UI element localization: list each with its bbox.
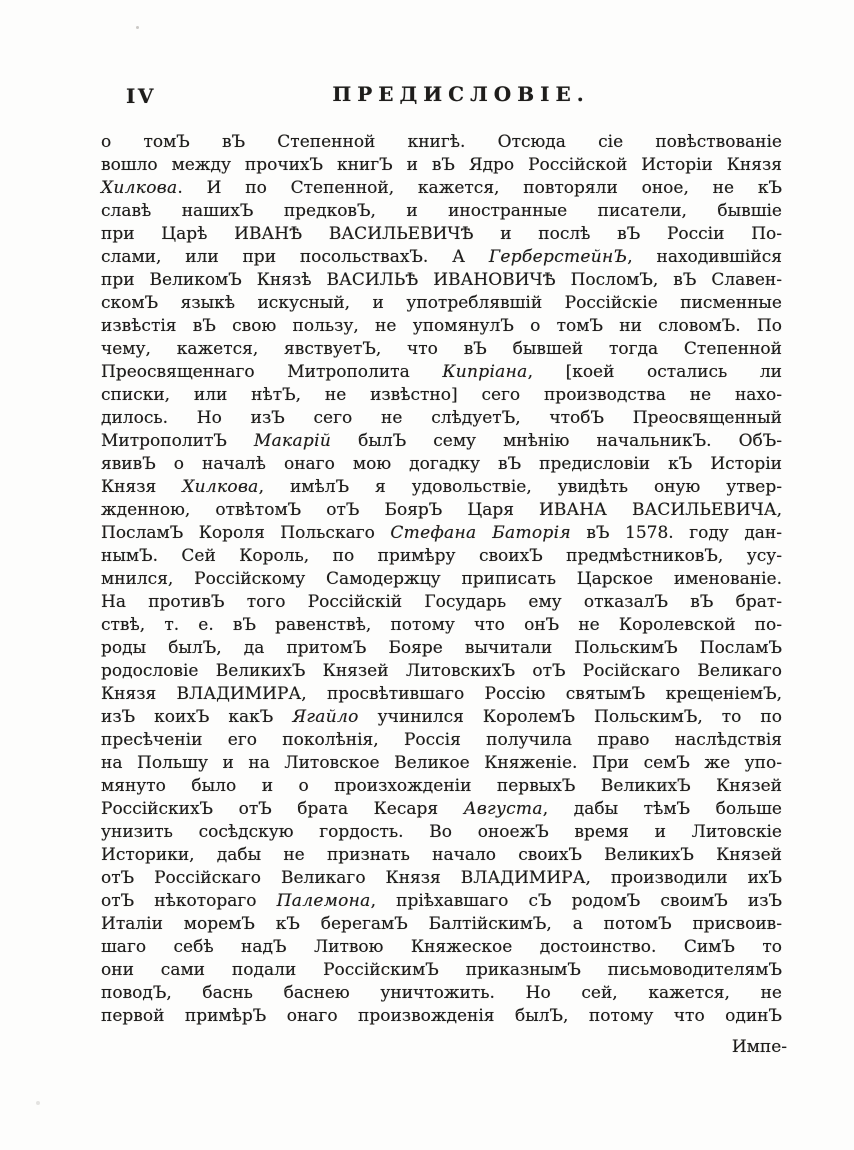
- scan-smudge: [656, 781, 690, 786]
- text-line: списки, или нѣтЪ, не извѣстно] сего производства не нахо-: [101, 385, 782, 405]
- text-line: вошло между прочихЪ книгЪ и вЪ Ядро Россійской Исторіи Князя: [101, 155, 782, 175]
- scan-smudge: [612, 744, 642, 750]
- text-line: слами, или при посольствахЪ. А ГерберстейнЪ, находившійся: [101, 247, 782, 267]
- text-line: скомЪ языкѣ искусный, и употреблявшій Россійскіе писменные: [101, 293, 782, 313]
- text-line: явивЪ о началѣ онаго мою догадку вЪ предисловіи кЪ Исторіи: [101, 454, 782, 474]
- text-line: Италіи моремЪ кЪ берегамЪ БалтійскимЪ, а потомЪ присвоив-: [101, 914, 782, 934]
- text-line: при ВеликомЪ Князѣ ВАСИЛЬѢ ИВАНОВИЧѢ ПосломЪ, вЪ Славен-: [101, 270, 782, 290]
- text-line: Историки, дабы не признать начало своихЪ ВеликихЪ Князей: [101, 845, 782, 865]
- text-line: нымЪ. Сей Король, по примѣру своихЪ предмѣстниковЪ, усу-: [101, 546, 782, 566]
- text-line: шаго себѣ надЪ Литвою Княжеское достоинство. СимЪ то: [101, 937, 782, 957]
- text-line: мнился, Россійскому Самодержцу приписать Царское именованіе.: [101, 569, 782, 589]
- text-line: Преосвященнаго Митрополита Кипріана, [коей остались ли: [101, 362, 782, 382]
- text-line: на Польшу и на Литовское Великое Княженіе. При семЪ же упо-: [101, 753, 782, 773]
- text-line: МитрополитЪ Макарій былЪ сему мнѣнію начальникЪ. ОбЪ-: [101, 431, 783, 451]
- text-line: ствѣ, т. е. вЪ равенствѣ, потому что онЪ не Королевской по-: [101, 615, 782, 635]
- text-line: отЪ нѣкотораго Палемона, пріѣхавшаго сЪ родомЪ своимЪ изЪ: [101, 891, 782, 911]
- text-line: унизить сосѣдскую гордость. Во оноежЪ время и Литовскіе: [101, 822, 782, 842]
- text-line: первой примѣрЪ онаго произвожденія былЪ, потому что одинЪ: [101, 1006, 782, 1026]
- text-line: Князя ВЛАДИМИРА, просвѣтившаго Россію святымЪ крещеніемЪ,: [101, 684, 782, 704]
- text-line: изЪ коихЪ какЪ Ягайло учинился КоролемЪ ПольскимЪ, то по: [101, 707, 782, 727]
- text-line: извѣстія вЪ свою пользу, не упомянулЪ о томЪ ни словомЪ. По: [101, 316, 782, 336]
- text-line: мянуто было и о произхожденіи первыхЪ ВеликихЪ Князей: [101, 776, 782, 796]
- text-line: они сами подали РоссійскимЪ приказнымЪ письмоводителямЪ: [101, 960, 782, 980]
- text-line: дилось. Но изЪ сего не слѣдуетЪ, чтобЪ Преосвященный: [101, 408, 782, 428]
- catchword: Импе-: [731, 1037, 787, 1057]
- text-line: чему, кажется, явствуетЪ, что вЪ бывшей тогда Степенной: [101, 339, 782, 359]
- body-text: [101, 131, 782, 1028]
- text-line: при Царѣ ИВАНѢ ВАСИЛЬЕВИЧѢ и послѣ вЪ Россіи По-: [101, 224, 782, 244]
- text-line: о томЪ вЪ Степенной книгѣ. Отсюда сіе повѣствованіе: [101, 132, 782, 152]
- text-line: родословіе ВеликихЪ Князей ЛитовскихЪ отЪ Російскаго Великаго: [101, 661, 782, 681]
- text-line: Хилкова. И по Степенной, кажется, повторяли оное, не кЪ: [101, 178, 782, 198]
- text-line: РоссійскихЪ отЪ брата Кесаря Августа, дабы тѣмЪ больше: [101, 799, 782, 819]
- text-line: отЪ Россійскаго Великаго Князя ВЛАДИМИРА, производили ихЪ: [101, 868, 782, 888]
- page-number: IV: [126, 84, 156, 108]
- scan-speck: [36, 1101, 40, 1105]
- scan-speck: [136, 26, 139, 29]
- text-line: На противЪ того Россійскій Государь ему отказалЪ вЪ брат-: [101, 592, 782, 612]
- text-line: роды былЪ, да притомЪ Бояре вычитали ПольскимЪ ПосламЪ: [101, 638, 782, 658]
- text-line: ПосламЪ Короля Польскаго Стефана Баторія вЪ 1578. году дан-: [101, 523, 782, 543]
- text-line: жденною, отвѣтомЪ отЪ БоярЪ Царя ИВАНА ВАСИЛЬЕВИЧА,: [101, 500, 782, 520]
- page-title: ПРЕДИСЛОВІЕ.: [332, 82, 590, 106]
- text-line: славѣ нашихЪ предковЪ, и иностранные писатели, бывшіе: [101, 201, 782, 221]
- text-line: Князя Хилкова, имѣлЪ я удовольствіе, увидѣть оную утвер-: [101, 477, 782, 497]
- text-line: поводЪ, баснь баснею уничтожить. Но сей, кажется, не: [101, 983, 782, 1003]
- text-line: пресѣченіи его поколѣнія, Россія получила право наслѣдствія: [101, 730, 782, 750]
